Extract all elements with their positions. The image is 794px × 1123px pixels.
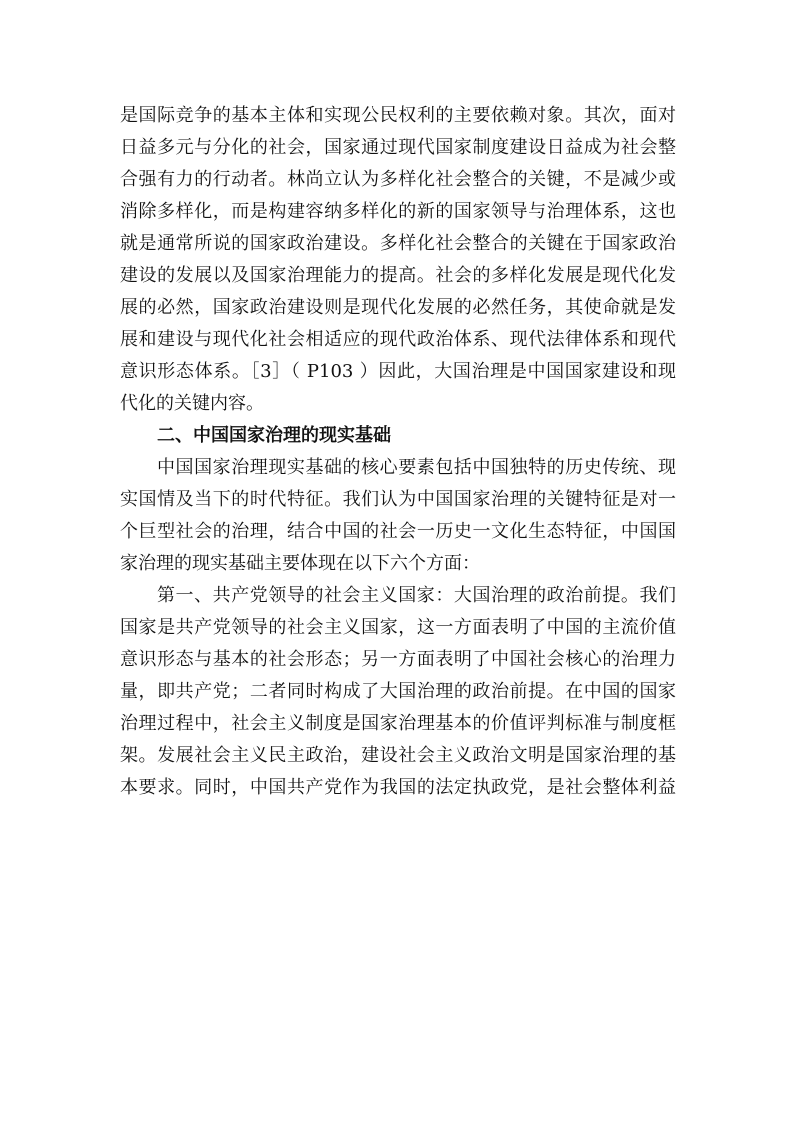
body-text bbox=[120, 100, 676, 804]
paragraph-1-line-6: 建设的发展以及国家治理能力的提高。社会的多样化发展是现代化发 bbox=[120, 265, 676, 286]
paragraph-3-line-7: 本要求。同时，中国共产党作为我国的法定执政党，是社会整体利益 bbox=[120, 777, 676, 798]
paragraph-1-line-5: 就是通常所说的国家政治建设。多样化社会整合的关键在于国家政治 bbox=[120, 233, 676, 254]
paragraph-1-line-9: 意识形态体系。［3］（ P103 ）因此，大国治理是中国国家建设和现 bbox=[120, 361, 676, 382]
paragraph-1-line-4: 消除多样化，而是构建容纳多样化的新的国家领导与治理体系，这也 bbox=[120, 201, 676, 222]
paragraph-3-line-1: 第一、共产党领导的社会主义国家：大国治理的政治前提。我们 bbox=[157, 585, 676, 606]
paragraph-2-line-3: 个巨型社会的治理，结合中国的社会一历史一文化生态特征，中国国 bbox=[120, 521, 676, 542]
paragraph-3-line-6: 架。发展社会主义民主政治，建设社会主义政治文明是国家治理的基 bbox=[120, 745, 676, 766]
paragraph-1-line-1: 是国际竞争的基本主体和实现公民权利的主要依赖对象。其次，面对 bbox=[120, 105, 676, 126]
paragraph-1-line-10: 代化的关键内容。 bbox=[120, 393, 264, 414]
section-heading: 二、中国国家治理的现实基础 bbox=[157, 425, 391, 446]
paragraph-1-line-7: 展的必然，国家政治建设则是现代化发展的必然任务，其使命就是发 bbox=[120, 297, 676, 318]
paragraph-1-line-3: 合强有力的行动者。林尚立认为多样化社会整合的关键，不是减少或 bbox=[120, 169, 676, 190]
paragraph-1-line-8: 展和建设与现代化社会相适应的现代政治体系、现代法律体系和现代 bbox=[120, 329, 676, 350]
paragraph-2-line-2: 实国情及当下的时代特征。我们认为中国国家治理的关键特征是对一 bbox=[120, 489, 676, 510]
paragraph-3-line-2: 国家是共产党领导的社会主义国家，这一方面表明了中国的主流价值 bbox=[120, 617, 676, 638]
paragraph-2-line-1: 中国国家治理现实基础的核心要素包括中国独特的历史传统、现 bbox=[157, 457, 676, 478]
paragraph-3-line-5: 治理过程中，社会主义制度是国家治理基本的价值评判标准与制度框 bbox=[120, 713, 676, 734]
paragraph-3-line-3: 意识形态与基本的社会形态；另一方面表明了中国社会核心的治理力 bbox=[120, 649, 676, 670]
paragraph-1-line-2: 日益多元与分化的社会，国家通过现代国家制度建设日益成为社会整 bbox=[120, 137, 676, 158]
paragraph-3-line-4: 量，即共产党；二者同时构成了大国治理的政治前提。在中国的国家 bbox=[120, 681, 676, 702]
paragraph-2-line-4: 家治理的现实基础主要体现在以下六个方面： bbox=[120, 553, 480, 574]
